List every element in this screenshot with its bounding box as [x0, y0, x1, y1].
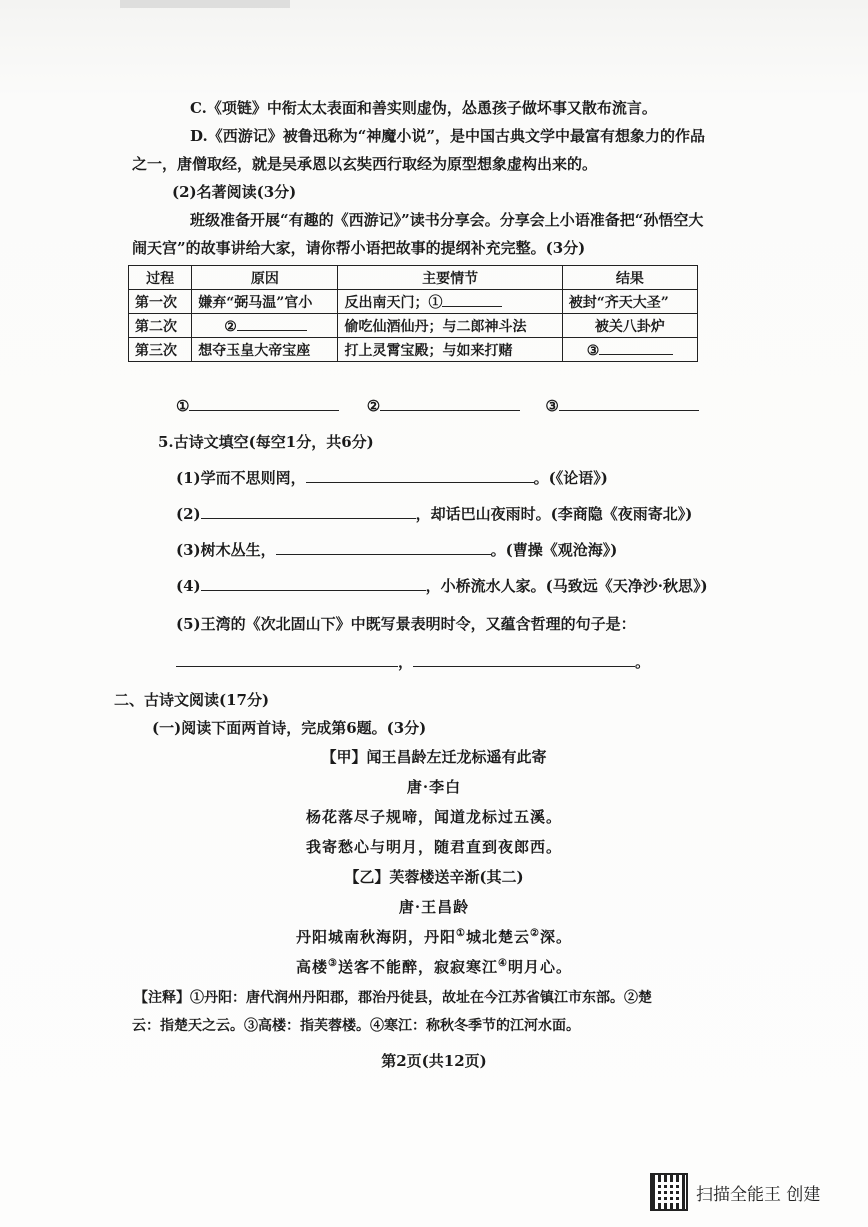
footnote-mark: ④: [498, 958, 508, 969]
answer-blank[interactable]: [380, 396, 520, 411]
answer-label: ②: [366, 397, 381, 415]
section-2-sub: (一)阅读下面两首诗，完成第6题。(3分): [152, 719, 427, 737]
qr-code-icon: [650, 1173, 688, 1211]
q5-item-text: ，小桥流水人家。(马致远《天净沙·秋思》): [425, 577, 708, 595]
reading-intro-line1: 班级准备开展“有趣的《西游记》”读书分享会。分享会上小语准备把“孙悟空大: [190, 211, 704, 229]
notes-line2: 云：指楚天之云。③高楼：指芙蓉楼。④寒江：称秋冬季节的江河水面。: [132, 1018, 580, 1034]
table-row: [129, 290, 698, 314]
table-row: [129, 338, 698, 362]
answer-blank[interactable]: [189, 396, 339, 411]
cell-text: 反出南天门；①: [344, 294, 443, 311]
poem-text: 送客不能醉，寂寂寒江: [337, 958, 498, 976]
option-c: C.《项链》中衔太太表面和善实则虚伪，怂恿孩子做坏事又散布流言。: [190, 99, 657, 117]
poem-a-author: 唐·李白: [406, 778, 462, 796]
table-row: [129, 314, 698, 338]
table-header: 过程: [129, 266, 192, 290]
scan-edge-mark: [120, 0, 290, 8]
cell-text: ②: [224, 319, 237, 335]
q5-item-text: (2): [176, 505, 201, 523]
q5-item-text: (3)树木丛生，: [176, 541, 276, 559]
q5-item-5: (5)王湾的《次北固山下》中既写景表明时令，又蕴含哲理的句子是：: [176, 615, 636, 633]
cell-text: ③: [586, 343, 600, 359]
poem-b-title: 【乙】芙蓉楼送辛渐(其二): [344, 868, 524, 886]
section-2-heading: 二、古诗文阅读(17分): [114, 691, 270, 709]
answer-blank[interactable]: [201, 576, 426, 591]
scanner-watermark: [650, 1172, 860, 1212]
q5-heading: 5.古诗文填空(每空1分，共6分): [158, 433, 374, 451]
table-header: 结果: [562, 266, 697, 290]
q5-item-3: [176, 540, 617, 560]
answer-blank[interactable]: [442, 292, 502, 307]
punctuation: ，: [398, 653, 414, 671]
footnote-mark: ②: [530, 928, 540, 939]
poem-text: 丹阳城南秋海阴，丹阳: [296, 928, 457, 946]
q5-item-text: ，却话巴山夜雨时。(李商隐《夜雨寄北》): [415, 505, 693, 523]
table-cell: 偷吃仙酒仙丹；与二郎神斗法: [338, 314, 562, 338]
q5-item-5-answer: [176, 652, 650, 672]
table-cell: 打上灵霄宝殿；与如来打赌: [338, 338, 562, 362]
q5-item-text: (1)学而不思则罔，: [176, 469, 306, 487]
q5-item-text: 。(《论语》): [533, 469, 608, 487]
reading-heading: (2)名著阅读(3分): [172, 183, 297, 201]
q5-item-text: 。(曹操《观沧海》): [490, 541, 618, 559]
table-cell: [562, 338, 697, 362]
q5-item-1: [176, 468, 608, 488]
poem-text: 明月心。: [507, 958, 572, 976]
table-cell: 第一次: [129, 290, 192, 314]
poem-b-author: 唐·王昌龄: [398, 898, 470, 916]
footnote-mark: ①: [456, 928, 466, 939]
q5-item-4: [176, 576, 708, 596]
poem-text: 深。: [539, 928, 572, 946]
poem-b-line2: [0, 956, 868, 977]
poem-b-line1: [0, 926, 868, 947]
q5-item-text: (4): [176, 577, 201, 595]
answer-blank[interactable]: [599, 340, 673, 355]
story-outline-table: [128, 265, 698, 362]
answer-blank[interactable]: [276, 540, 491, 555]
answer-label: ①: [176, 397, 190, 415]
table-cell: [192, 314, 338, 338]
table-cell: [338, 290, 562, 314]
table-header-row: [129, 266, 698, 290]
poem-text: 城北楚云: [465, 928, 530, 946]
footnote-mark: ③: [328, 958, 338, 969]
table-cell: 被封“齐天大圣”: [562, 290, 697, 314]
table-header: 主要情节: [338, 266, 562, 290]
answer-blank[interactable]: [413, 652, 635, 667]
poem-a-line2: 我寄愁心与明月，随君直到夜郎西。: [305, 838, 562, 856]
poem-text: 高楼: [296, 958, 329, 976]
option-d-line2: 之一，唐僧取经，就是吴承恩以玄奘西行取经为原型想象虚构出来的。: [132, 155, 598, 173]
watermark-text: 扫描全能王 创建: [696, 1184, 821, 1205]
answer-blank[interactable]: [201, 504, 416, 519]
table-cell: 第二次: [129, 314, 192, 338]
poem-a-title: 【甲】闻王昌龄左迁龙标遥有此寄: [321, 748, 547, 766]
answer-blank[interactable]: [559, 396, 699, 411]
answer-label: ③: [545, 397, 559, 415]
answer-row: [176, 396, 699, 416]
q5-item-2: [176, 504, 692, 524]
answer-blank[interactable]: [237, 316, 307, 331]
answer-blank[interactable]: [306, 468, 534, 483]
table-cell: 被关八卦炉: [562, 314, 697, 338]
table-cell: 想夺玉皇大帝宝座: [192, 338, 338, 362]
answer-blank[interactable]: [176, 652, 398, 667]
option-d-line1: D.《西游记》被鲁迅称为“神魔小说”，是中国古典文学中最富有想象力的作品: [190, 127, 705, 145]
table-cell: 第三次: [129, 338, 192, 362]
reading-intro-line2: 闹天宫”的故事讲给大家，请你帮小语把故事的提纲补充完整。(3分): [132, 239, 586, 257]
table-header: 原因: [192, 266, 338, 290]
table-cell: 嫌弃“弼马温”官小: [192, 290, 338, 314]
notes-line1: 【注释】①丹阳：唐代润州丹阳郡，郡治丹徒县，故址在今江苏省镇江市东部。②楚: [134, 990, 652, 1006]
page-number: 第2页(共12页): [381, 1052, 487, 1070]
punctuation: 。: [635, 653, 651, 671]
poem-a-line1: 杨花落尽子规啼，闻道龙标过五溪。: [305, 808, 562, 826]
